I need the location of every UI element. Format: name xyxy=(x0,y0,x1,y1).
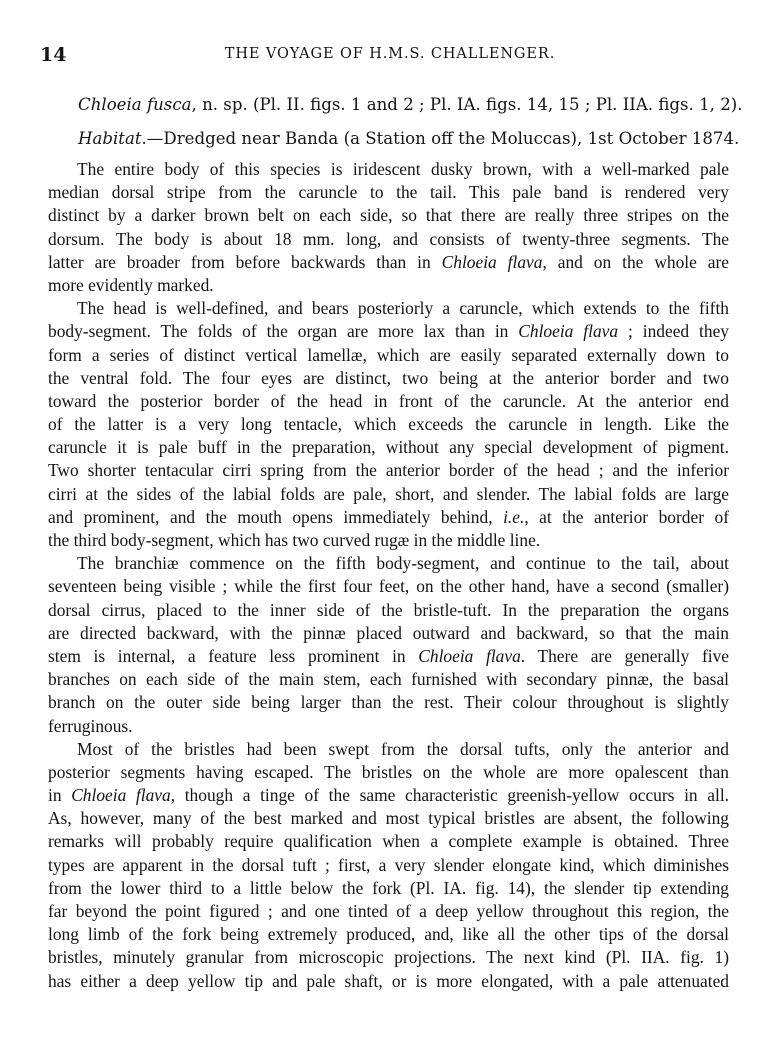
text-line: Two shorter tentacular cirri spring from the anterior border of the head ; and the inferior xyxy=(48,460,729,481)
text-line: are directed backward, with the pinnæ placed outward and backward, so that the main xyxy=(48,622,729,643)
text-line: The entire body of this species is iridescent dusky brown, with a well-marked pale xyxy=(77,159,729,179)
species-plates: , n. sp. (Pl. II. figs. 1 and 2 ; Pl. IA. figs. 14, 15 ; Pl. IIA. figs. 1, 2). xyxy=(191,95,743,114)
text-line: caruncle it is pale buff in the preparation, without any special development of pigment. xyxy=(48,437,729,458)
text-line: the third body-segment, which has two curved rugæ in the middle line. xyxy=(48,530,541,550)
italic-term: Chloeia flava xyxy=(441,251,543,272)
italic-term: Chloeia flava xyxy=(518,321,619,342)
text-line: ferruginous. xyxy=(48,715,133,736)
text-line: latter are broader from before backwards than in Chloeia flava, and on the whole are xyxy=(48,251,729,272)
text-line: posterior segments having escaped. The bristles on the whole are more opalescent than xyxy=(48,761,729,782)
italic-term: i.e. xyxy=(503,506,525,527)
text-line: types are apparent in the dorsal tuft ; first, a very slender elongate kind, which diminishes xyxy=(48,854,729,875)
italic-term: Chloeia flava xyxy=(71,785,171,806)
text-line: the ventral fold. The four eyes are distinct, two being at the anterior border and two xyxy=(48,367,729,388)
text-line: median dorsal stripe from the caruncle to the tail. This pale band is rendered very xyxy=(48,182,729,203)
text-line: in Chloeia flava, though a tinge of the same characteristic greenish-yellow occurs in all. xyxy=(48,785,729,806)
paragraph xyxy=(48,158,729,297)
text-line: branch on the outer side being larger than the rest. Their colour throughout is slightly xyxy=(48,692,729,713)
habitat-line xyxy=(78,129,738,148)
paragraph xyxy=(48,297,729,552)
text-line: The branchiæ commence on the fifth body-segment, and continue to the tail, about xyxy=(77,553,729,574)
text-line: remarks will probably require qualification when a complete example is obtained. Three xyxy=(48,831,729,852)
text-line: more evidently marked. xyxy=(48,274,214,295)
text-line: branches on each side of the main stem, each furnished with secondary pinnæ, the basal xyxy=(48,669,729,690)
text-line: form a series of distinct vertical lamellæ, which are easily separated externally down to xyxy=(48,344,729,365)
italic-term: Chloeia flava xyxy=(418,645,521,666)
text-line: seventeen being visible ; while the first four feet, on the other hand, have a second (smaller) xyxy=(48,576,729,597)
text-line: has either a deep yellow tip and pale shaft, or is more elongated, with a pale attenuated xyxy=(48,970,729,991)
text-line: stem is internal, a feature less prominent in Chloeia flava. There are generally five xyxy=(48,645,729,666)
habitat-label: Habitat xyxy=(78,129,142,148)
text-line: from the lower third to a little below the fork (Pl. IA. fig. 14), the slender tip extending xyxy=(48,877,729,898)
text-line: cirri at the sides of the labial folds are pale, short, and slender. The labial folds are large xyxy=(48,483,729,504)
paragraph xyxy=(48,552,729,738)
text-line: far beyond the point figured ; and one tinted of a deep yellow throughout this region, the xyxy=(48,901,729,921)
text-line: bristles, minutely granular from microscopic projections. The next kind (Pl. IIA. fig. 1) xyxy=(48,947,729,968)
text-line: distinct by a darker brown belt on each side, so that there are really three stripes on the xyxy=(48,205,729,226)
text-line: body-segment. The folds of the organ are more lax than in Chloeia flava ; indeed they xyxy=(48,321,729,342)
text-line: Most of the bristles had been swept from the dorsal tufts, only the anterior and xyxy=(77,738,729,759)
page-number: 14 xyxy=(40,44,67,66)
text-line: and prominent, and the mouth opens immediately behind, i.e., at the anterior border of xyxy=(48,506,729,527)
text-line: The head is well-defined, and bears posteriorly a caruncle, which extends to the fifth xyxy=(77,298,729,319)
text-line: dorsum. The body is about 18 mm. long, and consists of twenty-three segments. The xyxy=(48,228,729,249)
running-title: THE VOYAGE OF H.M.S. CHALLENGER. xyxy=(224,46,556,62)
page-header xyxy=(40,44,740,66)
text-line: long limb of the fork being extremely produced, and, like all the other tips of the dorsal xyxy=(48,924,729,945)
habitat-text: .—Dredged near Banda (a Station off the Moluccas), 1st October 1874. xyxy=(141,129,740,148)
species-name: Chloeia fusca xyxy=(78,95,192,114)
paragraph xyxy=(48,738,729,993)
text-line: dorsal cirrus, placed to the inner side of the bristle-tuft. In the preparation the organs xyxy=(48,599,729,620)
text-line: toward the posterior border of the head in front of the caruncle. At the anterior end xyxy=(48,390,729,411)
text-line: of the latter is a very long tentacle, which exceeds the caruncle in length. Like the xyxy=(48,414,729,435)
text-line: As, however, many of the best marked and most typical bristles are absent, the following xyxy=(48,808,729,829)
body-text xyxy=(48,158,729,993)
species-heading xyxy=(78,95,743,114)
